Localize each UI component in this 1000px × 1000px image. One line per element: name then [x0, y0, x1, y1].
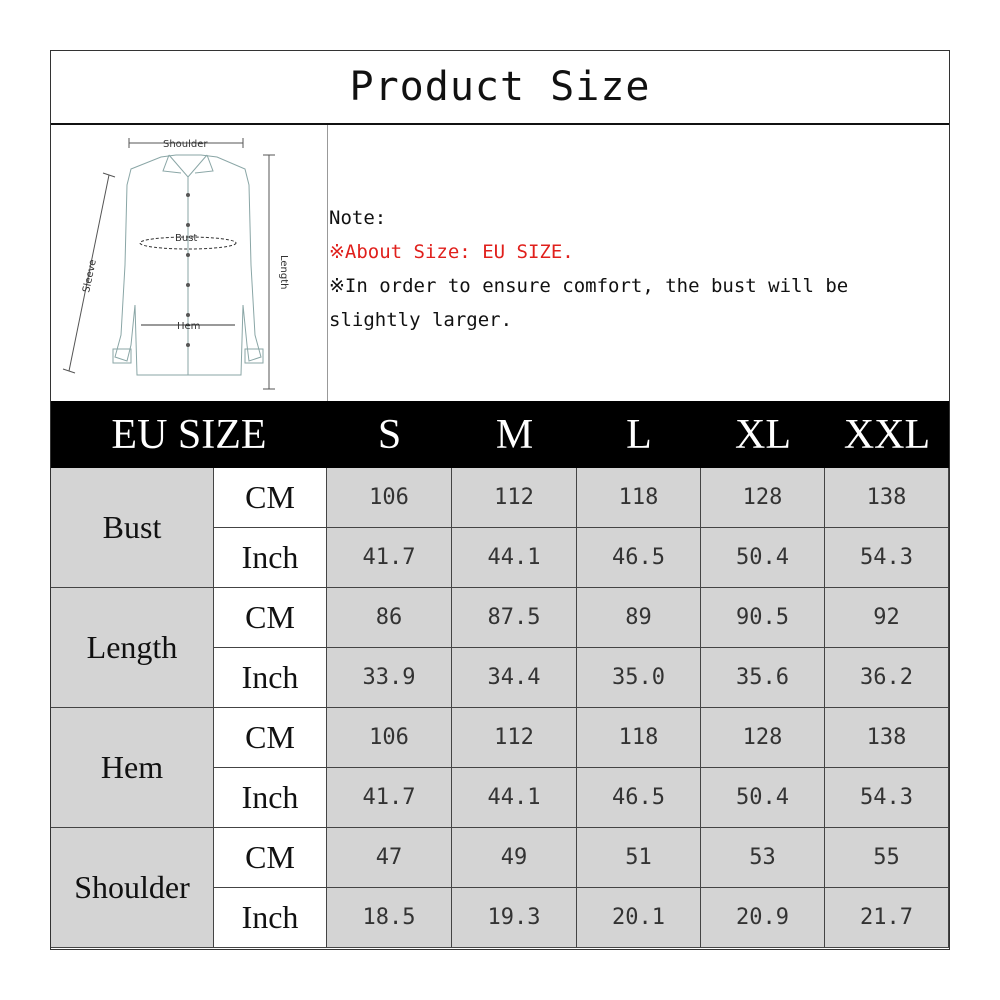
value-cell-text: 53: [749, 845, 776, 870]
measure-length-text: Length: [86, 629, 178, 665]
unit-inch-text: Inch: [241, 779, 299, 815]
value-cell-text: 20.1: [612, 905, 665, 930]
value-cell-text: 112: [494, 725, 534, 750]
value-cell-text: 35.0: [612, 665, 665, 690]
value-cell-text: 92: [873, 605, 900, 630]
value-cell: [701, 768, 825, 828]
value-cell-text: 55: [873, 845, 900, 870]
value-cell: [701, 708, 825, 768]
value-cell-text: 35.6: [736, 665, 789, 690]
value-cell-text: 36.2: [860, 665, 913, 690]
value-cell: [577, 588, 701, 648]
value-cell-text: 46.5: [612, 785, 665, 810]
note-comfort-line: ※In order to ensure comfort, the bust will be: [329, 275, 849, 297]
value-cell: [452, 528, 577, 588]
unit-cm: [214, 708, 327, 768]
value-cell: [452, 588, 577, 648]
header-size-xl-text: XL: [735, 411, 791, 458]
value-cell: [825, 588, 949, 648]
unit-inch-text: Inch: [241, 539, 299, 575]
size-chart-sheet: [50, 50, 950, 950]
measure-length: [51, 588, 214, 708]
unit-cm-text: CM: [245, 479, 295, 515]
value-cell-text: 89: [625, 605, 652, 630]
value-cell-text: 33.9: [362, 665, 416, 690]
value-cell: [327, 828, 452, 888]
value-cell: [577, 768, 701, 828]
value-cell: [577, 888, 701, 948]
value-cell-text: 106: [369, 725, 409, 750]
value-cell-text: 87.5: [487, 605, 541, 630]
measure-hem-text: Hem: [100, 749, 164, 785]
value-cell: [327, 888, 452, 948]
value-cell: [825, 828, 949, 888]
value-cell: [327, 468, 452, 528]
value-cell: [825, 528, 949, 588]
length-label: Length: [278, 255, 289, 290]
value-cell-text: 34.4: [487, 665, 541, 690]
value-cell-text: 20.9: [736, 905, 789, 930]
value-cell-text: 106: [369, 485, 409, 510]
page-title: Product Size: [349, 64, 651, 110]
value-cell-text: 47: [375, 845, 403, 870]
header-size-xxl-text: XXL: [843, 411, 931, 458]
unit-inch: [214, 888, 327, 948]
value-cell: [577, 828, 701, 888]
value-cell-text: 128: [742, 725, 783, 750]
value-cell: [701, 828, 825, 888]
bust-label: Bust: [175, 233, 198, 244]
value-cell: [577, 708, 701, 768]
header-size-xxl: [825, 401, 949, 468]
unit-cm-text: CM: [245, 839, 295, 875]
value-cell: [701, 888, 825, 948]
value-cell: [577, 468, 701, 528]
value-cell-text: 46.5: [612, 545, 665, 570]
unit-inch: [214, 648, 327, 708]
value-cell-text: 41.7: [362, 785, 416, 810]
value-cell: [701, 588, 825, 648]
value-cell: [452, 648, 577, 708]
value-cell-text: 19.3: [487, 905, 541, 930]
value-cell: [327, 528, 452, 588]
shoulder-label: Shoulder: [163, 139, 208, 150]
unit-inch-text: Inch: [241, 899, 299, 935]
value-cell-text: 128: [742, 485, 783, 510]
value-cell-text: 90.5: [736, 605, 789, 630]
value-cell: [327, 648, 452, 708]
header-size-m-text: M: [495, 411, 534, 458]
unit-inch: [214, 528, 327, 588]
title-bar: [51, 51, 949, 125]
shirt-illustration: [51, 125, 327, 401]
header-size-m: [452, 401, 577, 468]
value-cell: [577, 528, 701, 588]
value-cell-text: 44.1: [487, 545, 541, 570]
measure-shoulder-text: Shoulder: [74, 869, 190, 905]
value-cell: [825, 888, 949, 948]
value-cell: [701, 468, 825, 528]
value-cell: [452, 828, 577, 888]
header-size-s: [327, 401, 452, 468]
value-cell-text: 138: [866, 485, 907, 510]
value-cell: [825, 468, 949, 528]
sleeve-label: Sleeve: [81, 258, 99, 294]
value-cell-text: 54.3: [860, 545, 913, 570]
unit-cm: [214, 828, 327, 888]
note-comfort-line-cont: slightly larger.: [329, 309, 513, 331]
value-cell-text: 54.3: [860, 785, 913, 810]
value-cell: [452, 708, 577, 768]
value-cell: [825, 648, 949, 708]
value-cell: [825, 708, 949, 768]
unit-cm-text: CM: [245, 719, 295, 755]
value-cell-text: 86: [375, 605, 403, 630]
value-cell-text: 138: [866, 725, 907, 750]
value-cell: [825, 768, 949, 828]
value-cell-text: 18.5: [362, 905, 416, 930]
unit-cm: [214, 468, 327, 528]
unit-inch-text: Inch: [241, 659, 299, 695]
measure-shoulder: [51, 828, 214, 948]
value-cell: [452, 468, 577, 528]
value-cell-text: 50.4: [736, 785, 789, 810]
value-cell-text: 118: [618, 485, 659, 510]
size-note: [329, 201, 929, 337]
header-eu-size: [51, 401, 327, 468]
unit-cm-text: CM: [245, 599, 295, 635]
hem-label: Hem: [177, 321, 201, 332]
value-cell: [577, 648, 701, 708]
header-size-s-text: S: [377, 411, 402, 458]
value-cell: [452, 888, 577, 948]
value-cell-text: 21.7: [860, 905, 913, 930]
value-cell: [327, 768, 452, 828]
measure-bust: [51, 468, 214, 588]
note-heading: Note:: [329, 207, 387, 229]
header-size-l-text: L: [626, 411, 652, 458]
value-cell-text: 49: [500, 845, 528, 870]
value-cell-text: 118: [618, 725, 659, 750]
value-cell: [327, 588, 452, 648]
value-cell: [701, 648, 825, 708]
measure-hem: [51, 708, 214, 828]
header-eu-size-text: EU SIZE: [111, 411, 267, 458]
shirt-diagram: [51, 125, 328, 401]
value-cell: [327, 708, 452, 768]
value-cell: [452, 768, 577, 828]
value-cell-text: 112: [494, 485, 534, 510]
header-size-l: [577, 401, 701, 468]
value-cell-text: 41.7: [362, 545, 416, 570]
value-cell-text: 44.1: [487, 785, 541, 810]
value-cell-text: 50.4: [736, 545, 789, 570]
value-cell-text: 51: [625, 845, 652, 870]
value-cell: [701, 528, 825, 588]
unit-cm: [214, 588, 327, 648]
note-size-standard: ※About Size: EU SIZE.: [329, 241, 574, 263]
header-size-xl: [701, 401, 825, 468]
unit-inch: [214, 768, 327, 828]
measure-bust-text: Bust: [102, 509, 162, 545]
